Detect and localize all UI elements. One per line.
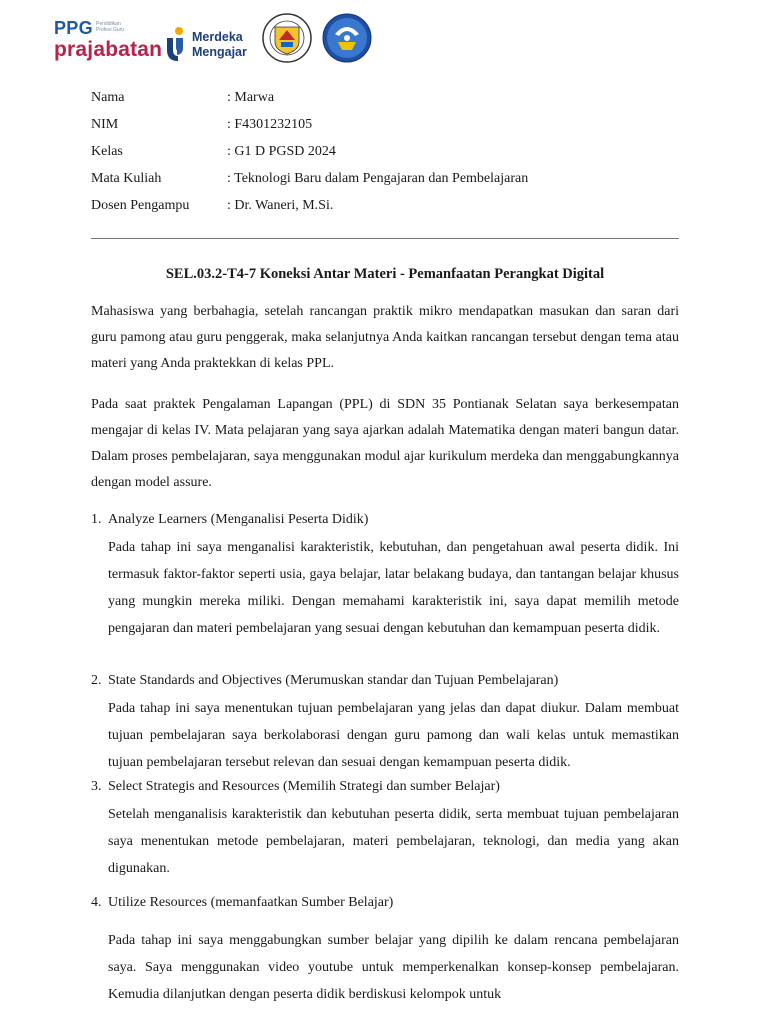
info-label: NIM (91, 117, 119, 132)
info-value: : G1 D PGSD 2024 (227, 144, 336, 159)
list-item-number: 2. (91, 673, 102, 688)
list-item-body: Setelah menganalisis karakteristik dan kebutuhan peserta didik, serta membuat tujuan pembelajaran saya menentukan metode pembelajaran, materi pembelajaran, teknologi, dan media yang akan digunakan. (108, 807, 679, 876)
merdeka-logo-line2: Mengajar (192, 45, 247, 59)
ppg-logo-top: PPG (54, 18, 93, 38)
list-item-number: 1. (91, 512, 102, 527)
list-item-heading: State Standards and Objectives (Merumuskan standar dan Tujuan Pembelajaran) (108, 673, 559, 688)
list-item-heading: Select Strategis and Resources (Memilih Strategi dan sumber Belajar) (108, 779, 500, 794)
tut-wuri-handayani-icon (320, 12, 374, 64)
info-label: Dosen Pengampu (91, 198, 190, 213)
list-item-number: 4. (91, 895, 102, 910)
list-item-body: Pada tahap ini saya menganalisi karakteristik, kebutuhan, dan pengetahuan awal peserta didik. Ini termasuk faktor-faktor seperti usia, gaya belajar, latar belakang budaya, dan tantangan belajar khusus yang mungkin mereka miliki. Dengan memahami karakteristik ini, saya dapat memilih metode pengajaran dan materi pembelajaran yang sesuai dengan kebutuhan dan kemampuan peserta didik. (108, 540, 679, 636)
header-logos (0, 0, 768, 80)
info-value: : F4301232105 (227, 117, 313, 132)
info-label: Kelas (91, 144, 123, 159)
list-item-body: Pada tahap ini saya menentukan tujuan pembelajaran yang jelas dan dapat diukur. Dalam membuat tujuan pembelajaran saya berkolaborasi dengan guru pamong dan wali kelas untuk memastikan tujuan pembelajaran tersebut relevan dan sesuai dengan kemampuan peserta didik. (108, 701, 679, 770)
merdeka-logo-line1: Merdeka (192, 30, 243, 44)
info-value: : Dr. Waneri, M.Si. (227, 198, 334, 213)
merdeka-mengajar-logo (164, 26, 259, 62)
list-item-body: Pada tahap ini saya menggabungkan sumber belajar yang dipilih ke dalam rencana pembelajaran saya. Saya menggunakan video youtube untuk memperkenalkan konsep-konsep pembelajaran. Kemudia dilanjutkan dengan peserta didik berdiskusi kelompok untuk (108, 933, 679, 1002)
ppg-logo-small: Pendidikan Profesi Guru (96, 21, 125, 33)
horizontal-divider (91, 238, 679, 239)
ppg-prajabatan-logo (54, 18, 164, 64)
university-seal-icon (259, 12, 315, 64)
list-item-number: 3. (91, 779, 102, 794)
info-value: : Marwa (227, 90, 275, 105)
list-item-heading: Analyze Learners (Menganalisi Peserta Didik) (108, 512, 369, 527)
document-title: SEL.03.2-T4-7 Koneksi Antar Materi - Pemanfaatan Perangkat Digital (165, 266, 605, 282)
paragraph-intro: Mahasiswa yang berbahagia, setelah rancangan praktik mikro mendapatkan masukan dan saran dari guru pamong atau guru penggerak, maka selanjutnya Anda kaitkan rancangan tersebut dengan tema atau materi yang Anda praktekkan di kelas PPL. (91, 304, 679, 371)
ppg-logo-bottom: prajabatan (54, 38, 163, 61)
info-value: : Teknologi Baru dalam Pengajaran dan Pembelajaran (227, 171, 529, 186)
info-label: Mata Kuliah (91, 171, 162, 186)
merdeka-mengajar-icon (164, 26, 190, 62)
info-label: Nama (91, 90, 125, 105)
paragraph-context: Pada saat praktek Pengalaman Lapangan (PPL) di SDN 35 Pontianak Selatan saya berkesempatan mengajar di kelas IV. Mata pelajaran yang saya ajarkan adalah Matematika dengan materi bangun datar. Dalam proses pembelajaran, saya menggunakan modul ajar kurikulum merdeka dan menggabungkannya dengan model assure. (91, 397, 679, 490)
list-item-heading: Utilize Resources (memanfaatkan Sumber Belajar) (108, 895, 394, 910)
